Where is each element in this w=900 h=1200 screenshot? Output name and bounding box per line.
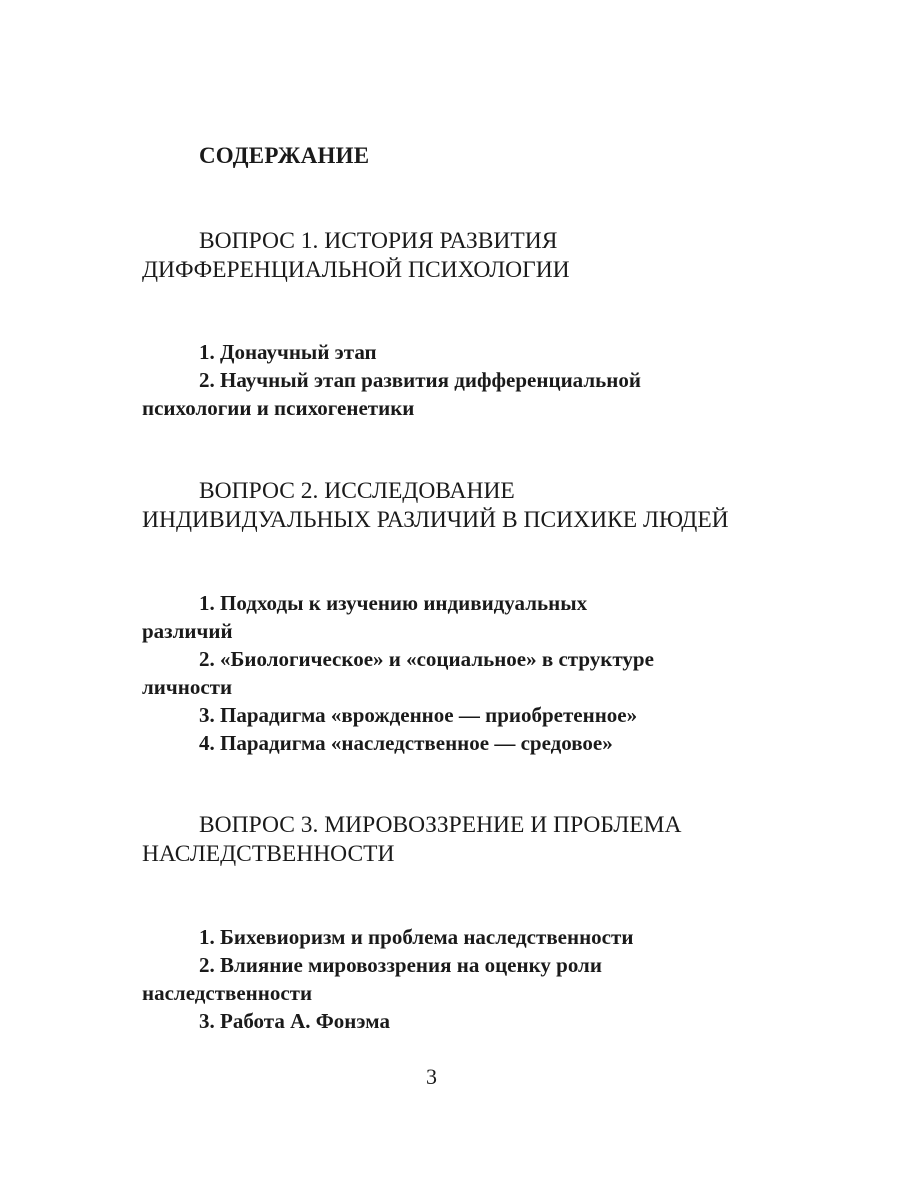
page-title: СОДЕРЖАНИЕ	[199, 143, 370, 168]
section-heading-line: ДИФФЕРЕНЦИАЛЬНОЙ ПСИХОЛОГИИ	[142, 257, 570, 283]
toc-item-line: 1. Подходы к изучению индивидуальных	[199, 591, 588, 615]
section-heading-1	[142, 227, 782, 285]
toc-item	[142, 338, 782, 366]
toc-item	[142, 951, 782, 1007]
toc-item	[142, 589, 782, 645]
toc-item	[142, 701, 782, 729]
toc-item-line: 2. «Биологическое» и «социальное» в структуре	[199, 647, 654, 671]
toc-item	[142, 645, 782, 701]
toc-item-line: различий	[142, 619, 233, 643]
document-page	[142, 0, 782, 1200]
toc-item	[142, 1007, 782, 1035]
toc-item-line: личности	[142, 675, 233, 699]
page-number: 3	[426, 1064, 437, 1089]
toc-item	[142, 729, 782, 757]
section-heading-line: НАСЛЕДСТВЕННОСТИ	[142, 841, 395, 867]
toc-item	[142, 923, 782, 951]
toc-item-line: 2. Влияние мировоззрения на оценку роли	[199, 953, 602, 977]
section-heading-2	[142, 477, 782, 535]
toc-item-line: 1. Бихевиоризм и проблема наследственности	[199, 925, 634, 949]
toc-item-line: 3. Работа А. Фонэма	[199, 1009, 390, 1033]
toc-item-line: 4. Парадигма «наследственное — средовое»	[199, 731, 613, 755]
toc-item	[142, 366, 782, 422]
section-heading-line: ВОПРОС 1. ИСТОРИЯ РАЗВИТИЯ	[199, 228, 558, 254]
section-heading-line: ИНДИВИДУАЛЬНЫХ РАЗЛИЧИЙ В ПСИХИКЕ ЛЮДЕЙ	[142, 507, 729, 533]
section-heading-3	[142, 811, 782, 869]
toc-item-line: 1. Донаучный этап	[199, 340, 377, 364]
toc-item-line: психологии и психогенетики	[142, 396, 415, 420]
section-heading-line: ВОПРОС 2. ИССЛЕДОВАНИЕ	[199, 478, 515, 504]
toc-item-line: 2. Научный этап развития дифференциальной	[199, 368, 641, 392]
toc-item-line: наследственности	[142, 981, 313, 1005]
toc-item-line: 3. Парадигма «врожденное — приобретенное»	[199, 703, 638, 727]
section-heading-line: ВОПРОС 3. МИРОВОЗЗРЕНИЕ И ПРОБЛЕМА	[199, 812, 682, 838]
